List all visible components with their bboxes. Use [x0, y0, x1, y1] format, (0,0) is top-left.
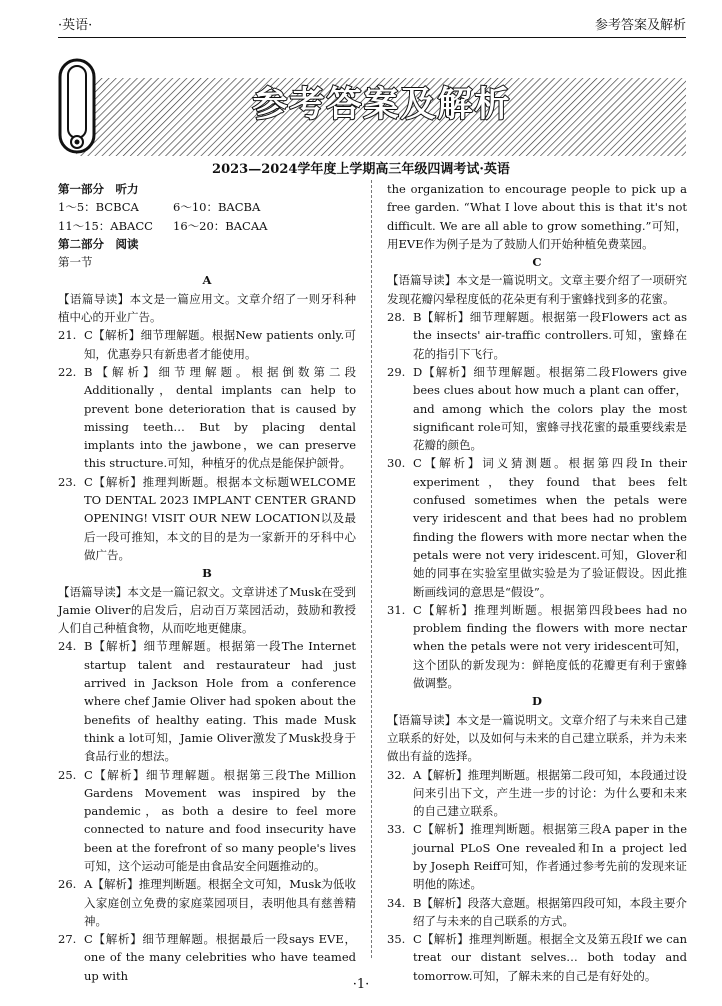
- answer-item: [387, 454, 687, 600]
- item-text: C【解析】推理判断题。根据第三段A paper in the journal PLoS One revealed和In a project led by Joseph Reiff可知，作者通过参考先前的发现来证明他的陈述。: [413, 822, 687, 892]
- item-text: C【解析】细节理解题。根据第三段The Million Gardens Movement was inspired by the pandemic，as both a desire to feel more connected to nature and food insecurity have been at the forefront of so many people's lives可知，这个运动可能是由食品安全问题推动的。: [84, 767, 356, 873]
- item-text: C【解析】推理判断题。根据本文标题WELCOME TO DENTAL 2023 IMPLANT CENTER GRAND OPENING! VISIT OUR NEW LOCATION以及最后一段可推知，本文的目的是为一家新开的牙科中心做广告。: [84, 474, 356, 562]
- part2-heading: 第二部分 阅读: [58, 236, 139, 251]
- item-text: A【解析】推理判断题。根据第二段可知，本段通过设问来引出下文，产生进一步的讨论：为什么要和未来的自己建立联系。: [413, 767, 687, 819]
- answer-group: 6～10：BACBA: [173, 200, 261, 215]
- item-number: 29.: [387, 364, 406, 379]
- passage-guide: 【语篇导读】本文是一篇应用文。文章介绍了一则牙科种植中心的开业广告。: [58, 291, 356, 325]
- running-header: [58, 12, 686, 34]
- continued-text: the organization to encourage people to pick up a free garden. “What I love about this is that it's not difficult. We are all able to grow something.”可知，用EVE作为例子是为了鼓励人们开始种植免费菜园。: [387, 182, 687, 251]
- item-text: B【解析】段落大意题。根据第四段可知，本段主要介绍了与未来的自己联系的方式。: [413, 895, 687, 928]
- item-number: 35.: [387, 932, 406, 947]
- passage-guide: 【语篇导读】本文是一篇说明文。文章介绍了与未来自己建立联系的好处，以及如何与未来的自己建立联系，并为未来做出有益的选择。: [387, 712, 687, 764]
- header-subject: ·英语·: [58, 17, 93, 33]
- answer-group: 11～15：ABACC: [58, 218, 153, 233]
- item-text: B【解析】细节理解题。根据第一段Flowers act as the insects' air-traffic controllers.可知，蜜蜂在花的指引下飞行。: [413, 310, 687, 361]
- item-text: C【解析】推理判断题。根据全文及第五段If we can treat our distant selves… both today and tomorrow.可知，了解未来的自己是有好处的。: [413, 932, 687, 983]
- answer-row: [58, 198, 356, 216]
- part1-heading: 第一部分 听力: [58, 182, 139, 196]
- header-rule: [58, 37, 686, 38]
- banner-title: 参考答案及解析: [252, 85, 512, 125]
- item-text: D【解析】细节理解题。根据第二段Flowers give bees clues about how much a plant can offer，and among which the colors play the most significant role可知，蜜蜂寻找花蜜的最重要线索是花瓣的颜色。: [413, 364, 687, 453]
- scroll-icon: [60, 60, 94, 152]
- item-number: 22.: [58, 364, 77, 379]
- passage-letter: D: [532, 694, 542, 709]
- item-number: 24.: [58, 639, 77, 654]
- passage-guide: 【语篇导读】本文是一篇说明文。文章主要介绍了一项研究发现花瓣闪晕程度低的花朵更有利于蜜蜂找到多的花蜜。: [387, 273, 687, 306]
- item-number: 27.: [58, 932, 77, 947]
- item-number: 34.: [387, 895, 406, 910]
- answer-item: [58, 766, 356, 876]
- item-number: 33.: [387, 822, 406, 837]
- answer-item: [58, 875, 356, 930]
- answer-item: [387, 308, 687, 363]
- answer-row: [58, 217, 356, 235]
- item-number: 25.: [58, 767, 77, 782]
- item-text: B【解析】细节理解题。根据第一段The Internet startup talent and restaurateur had just arrived in Jackson Hole from a conference where chef Jamie Oliver had spoken about the benefits of healthy eating. This made Musk think a lot可知，Jamie Oliver激发了Musk投身于食品行业的想法。: [84, 639, 356, 764]
- item-text: C【解析】推理判断题。根据第四段bees had no problem finding the flowers with more nectar when the petals were not very iridescent可知，这个团队的新发现为：鲜艳度低的花瓣更有利于蜜蜂做调整。: [413, 602, 687, 691]
- item-number: 26.: [58, 877, 77, 892]
- answer-group: 1～5：BCBCA: [58, 200, 139, 215]
- answer-item: [387, 363, 687, 454]
- item-number: 21.: [58, 328, 77, 343]
- page-number: ·1·: [352, 977, 370, 992]
- item-number: 23.: [58, 474, 77, 489]
- answer-item: [58, 473, 356, 564]
- item-number: 32.: [387, 767, 406, 782]
- passage-letter: C: [532, 255, 542, 270]
- left-column: [58, 180, 356, 985]
- header-section-title: 参考答案及解析: [594, 17, 686, 33]
- answer-item: [58, 637, 356, 765]
- answer-item: [58, 326, 356, 363]
- answer-item: [387, 601, 687, 692]
- item-number: 30.: [387, 456, 406, 471]
- answer-item: [387, 894, 687, 931]
- item-text: A【解析】推理判断题。根据全文可知，Musk为低收入家庭创立免费的家庭菜园项目，表明他具有慈善精神。: [84, 877, 356, 928]
- item-number: 28.: [387, 310, 406, 325]
- column-divider: [371, 180, 372, 958]
- answer-item: [387, 766, 687, 821]
- passage-letter: A: [202, 273, 212, 288]
- right-column: [387, 180, 687, 985]
- section-heading: 第一节: [58, 255, 93, 270]
- passage-letter: B: [202, 566, 212, 581]
- item-text: C【解析】词义猜测题。根据第四段In their experiment，they found that bees felt confused sometimes when the petals were very iridescent and that bees had no problem finding the flowers with more nectar when the petals were not very iridescent.可知，Glover和她的同事在实验室里做实验是为了验证假设。因此推断画线词的意思是“假设”。: [413, 456, 687, 599]
- answer-item: [387, 820, 687, 893]
- passage-guide: 【语篇导读】本文是一篇记叙文。文章讲述了Musk在受到Jamie Oliver的启发后，启动百万菜园活动，鼓励和教授人们自己种植食物，从而吃地更健康。: [58, 584, 356, 636]
- exam-title: 2023—2024学年度上学期高三年级四调考试·英语: [212, 162, 510, 177]
- item-number: 31.: [387, 602, 406, 617]
- item-text: C【解析】细节理解题。根据New patients only.可知，优惠券只有新患者才能使用。: [84, 328, 356, 361]
- answer-item: [58, 363, 356, 473]
- answer-group: 16～20：BACAA: [173, 218, 268, 233]
- item-text: B【解析】细节理解题。根据倒数第二段Additionally，dental implants can help to prevent bone deterioration that is caused by missing teeth… But by placing dental implants into the jawbone，we can preserve this structure.可知，种植牙的优点是能保护颌骨。: [84, 364, 356, 471]
- item-text: C【解析】细节理解题。根据最后一段says EVE，one of the many celebrities who have teamed up with: [84, 932, 356, 983]
